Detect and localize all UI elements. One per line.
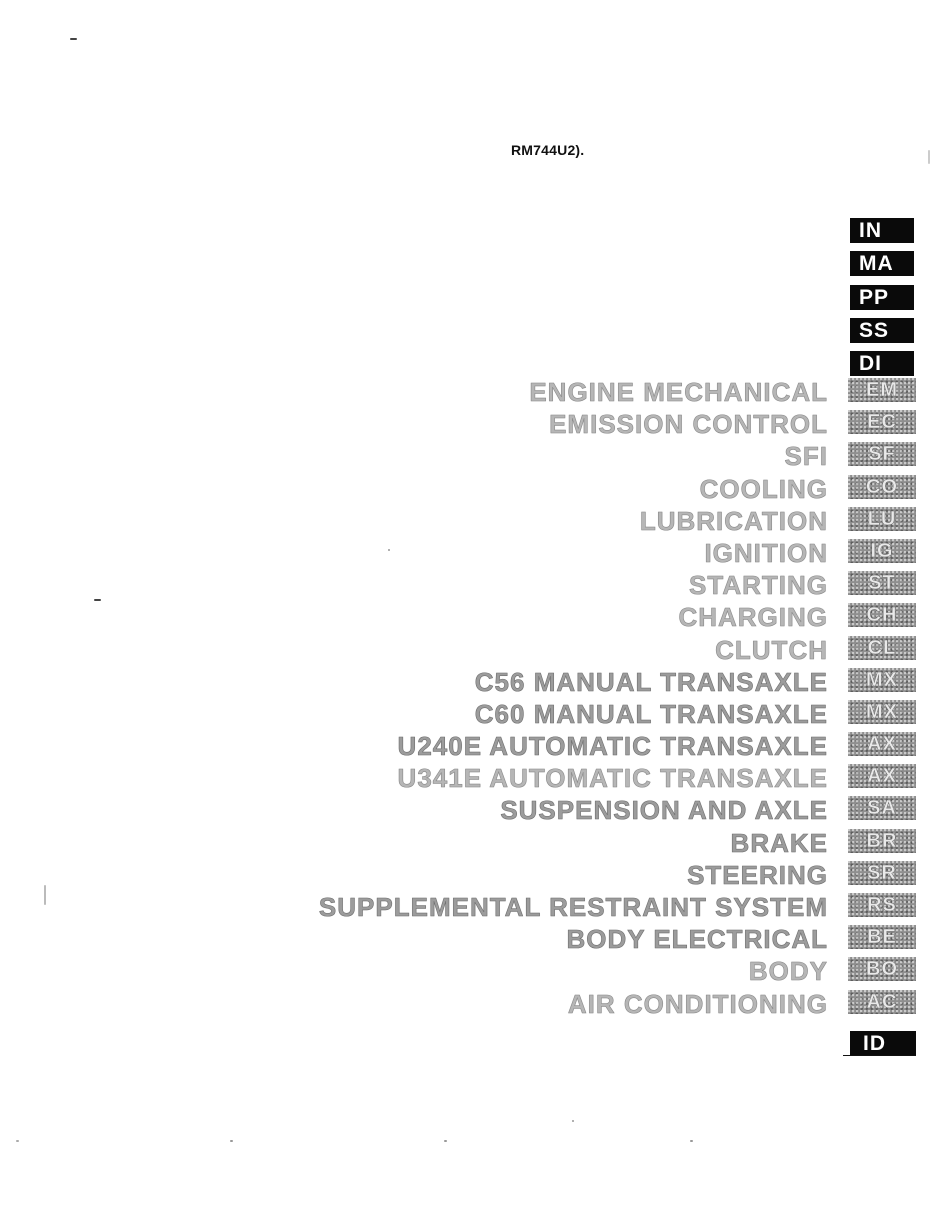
tab-be[interactable]: BE [848, 925, 916, 949]
section-title: IGNITION [704, 537, 828, 568]
scan-speck [690, 1140, 693, 1142]
section-title: SFI [784, 441, 828, 472]
tab-ec[interactable]: EC [848, 410, 916, 434]
tab-ch[interactable]: CH [848, 603, 916, 627]
scan-speck [44, 885, 46, 905]
section-titles [228, 376, 828, 1020]
scan-speck [444, 1140, 447, 1142]
section-title: C60 MANUAL TRANSAXLE [474, 698, 828, 729]
section-title: COOLING [699, 473, 828, 504]
section-title: BODY [748, 956, 828, 987]
tab-sr[interactable]: SR [848, 861, 916, 885]
document-reference: RM744U2). [511, 142, 585, 158]
section-title: ENGINE MECHANICAL [529, 377, 828, 407]
tab-ax-u341e[interactable]: AX [848, 764, 916, 788]
tab-mx-c60[interactable]: MX [848, 700, 916, 724]
section-title: STARTING [689, 570, 828, 601]
section-index-tabs [848, 378, 916, 1022]
section-title: LUBRICATION [639, 505, 828, 536]
section-title: SUPPLEMENTAL RESTRAINT SYSTEM [318, 892, 828, 922]
tab-br[interactable]: BR [848, 829, 916, 853]
tab-ss[interactable]: SS [850, 318, 914, 343]
tab-rs[interactable]: RS [848, 893, 916, 917]
tab-sa[interactable]: SA [848, 796, 916, 820]
tab-in[interactable]: IN [850, 218, 914, 243]
tab-st[interactable]: ST [848, 571, 916, 595]
tab-co[interactable]: CO [848, 475, 916, 499]
tab-ma[interactable]: MA [850, 251, 914, 276]
tab-ax-u240e[interactable]: AX [848, 732, 916, 756]
section-title: EMISSION CONTROL [549, 409, 828, 440]
tab-di[interactable]: DI [850, 351, 914, 376]
tab-ac[interactable]: AC [848, 990, 916, 1014]
scan-speck [230, 1140, 233, 1142]
tab-id-underline [843, 1055, 916, 1056]
section-title: U341E AUTOMATIC TRANSAXLE [397, 763, 828, 794]
section-title: SUSPENSION AND AXLE [500, 795, 828, 826]
tab-sf[interactable]: SF [848, 442, 916, 466]
section-title: BRAKE [730, 827, 828, 858]
section-title: CHARGING [678, 602, 828, 633]
scan-speck [928, 150, 930, 164]
scan-speck [16, 1140, 19, 1142]
tab-mx-c56[interactable]: MX [848, 668, 916, 692]
tab-ig[interactable]: IG [848, 539, 916, 563]
section-title: U240E AUTOMATIC TRANSAXLE [397, 731, 828, 762]
top-index-tabs [850, 218, 914, 384]
tab-pp[interactable]: PP [850, 285, 914, 310]
section-title: STEERING [687, 859, 828, 890]
tab-lu[interactable]: LU [848, 507, 916, 531]
tab-bo[interactable]: BO [848, 957, 916, 981]
scan-speck [388, 549, 390, 551]
tab-cl[interactable]: CL [848, 636, 916, 660]
section-title: BODY ELECTRICAL [566, 924, 828, 955]
tab-id[interactable]: ID [850, 1031, 916, 1056]
scan-speck [94, 599, 101, 601]
scan-speck [70, 38, 77, 40]
section-title: C56 MANUAL TRANSAXLE [474, 666, 828, 697]
section-title: CLUTCH [715, 634, 828, 665]
scan-speck [572, 1120, 574, 1122]
tab-em[interactable]: EM [848, 378, 916, 402]
section-title: AIR CONDITIONING [567, 988, 828, 1019]
